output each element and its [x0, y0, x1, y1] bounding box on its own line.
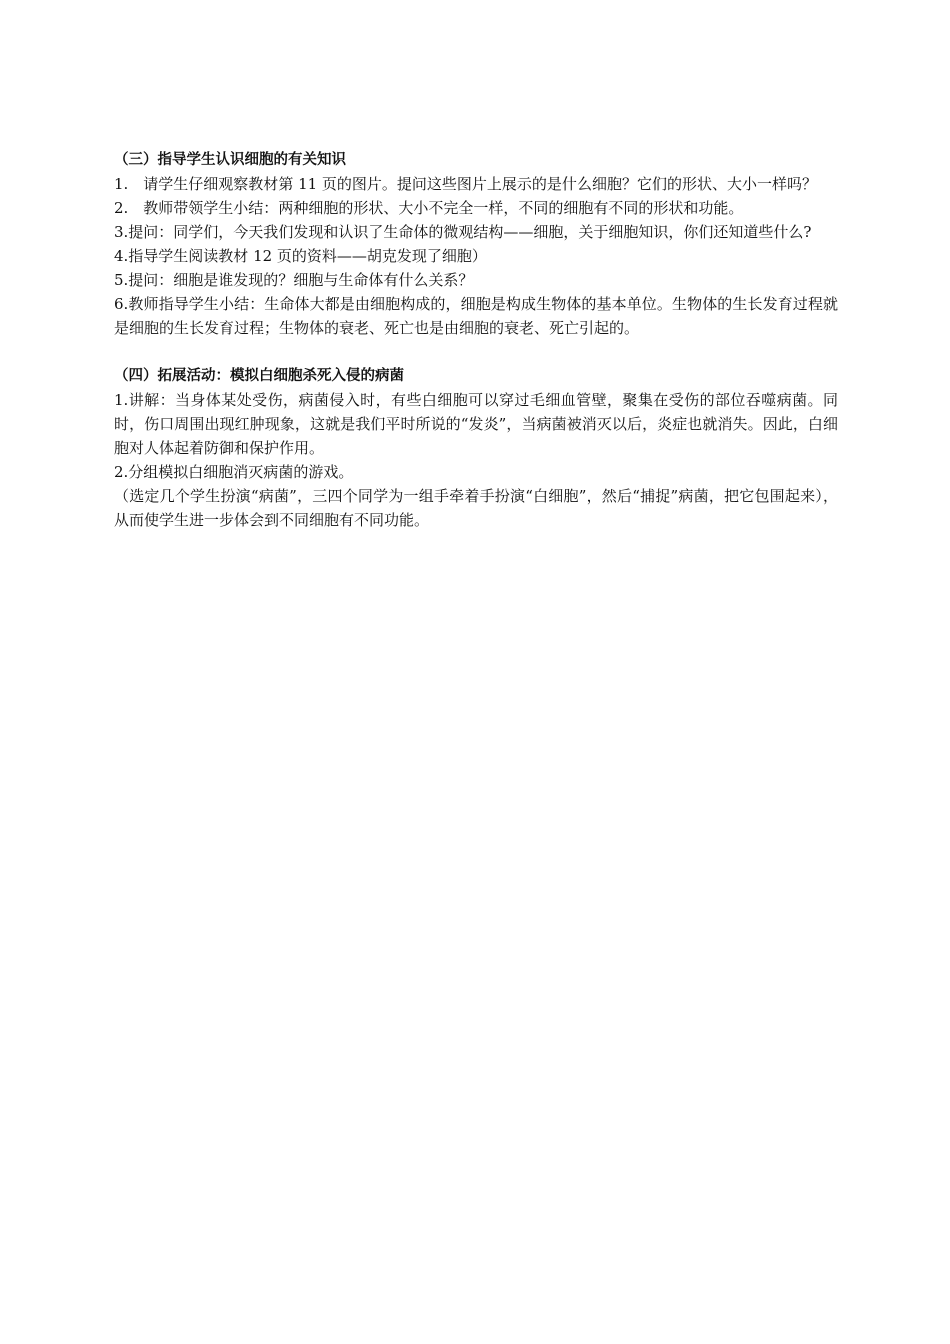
section-heading: （三）指导学生认识细胞的有关知识 — [114, 152, 346, 168]
paragraph: 5.提问：细胞是谁发现的？细胞与生命体有什么关系？ — [114, 271, 474, 289]
paragraph: 2. 教师带领学生小结：两种细胞的形状、大小不完全一样，不同的细胞有不同的形状和功能。 — [114, 199, 744, 217]
paragraph: 3.提问：同学们，今天我们发现和认识了生命体的微观结构——细胞，关于细胞知识，你们还知道些什么? — [114, 223, 812, 241]
paragraph: 1.讲解：当身体某处受伤，病菌侵入时，有些白细胞可以穿过毛细血管壁，聚集在受伤的部位吞噬病菌。同时，伤口周围出现红肿现象，这就是我们平时所说的“发炎”，当病菌被消灭以后，炎症也就消失。因此，白细胞对人体起着防御和保护作用。 — [114, 391, 838, 457]
paragraph: （选定几个学生扮演“病菌”，三四个同学为一组手牵着手扮演“白细胞”，然后“捕捉”病菌，把它包围起来），从而使学生进一步体会到不同细胞有不同功能。 — [114, 487, 838, 529]
paragraph: 6.教师指导学生小结：生命体大都是由细胞构成的，细胞是构成生物体的基本单位。生物体的生长发育过程就是细胞的生长发育过程；生物体的衰老、死亡也是由细胞的衰老、死亡引起的。 — [114, 295, 838, 337]
section-3 — [114, 148, 838, 340]
section-4 — [114, 364, 838, 532]
paragraph: 4.指导学生阅读教材 12 页的资料——胡克发现了细胞） — [114, 247, 487, 265]
section-heading: （四）拓展活动：模拟白细胞杀死入侵的病菌 — [114, 368, 404, 384]
paragraph: 2.分组模拟白细胞消灭病菌的游戏。 — [114, 463, 354, 481]
paragraph: 1. 请学生仔细观察教材第 11 页的图片。提问这些图片上展示的是什么细胞？它们的形状、大小一样吗？ — [114, 175, 817, 193]
document-body — [114, 148, 838, 556]
